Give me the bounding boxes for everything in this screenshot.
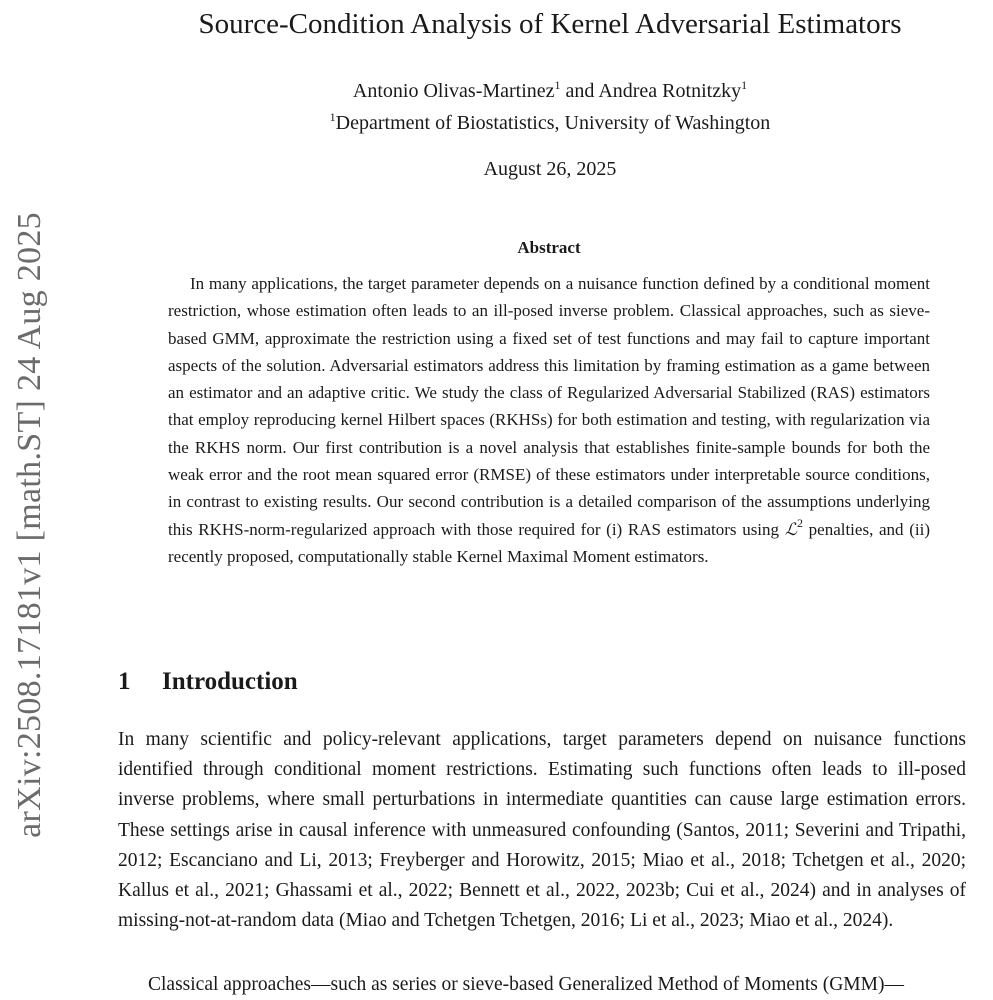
arxiv-stamp-text: arXiv:2508.17181v1 [math.ST] 24 Aug 2025 [11, 212, 48, 838]
author-1-affil-mark: 1 [554, 78, 561, 92]
script-l-exponent: 2 [796, 515, 803, 530]
author-2: Andrea Rotnitzky [598, 80, 742, 102]
affiliation [150, 112, 950, 135]
abstract-text-part1: In many applications, the target parameter depends on a nuisance function defined by a conditional moment restriction, whose estimation often leads to an ill-posed inverse problem. Classical approaches, such as sieve-based GMM, approximate the restriction using a fixed set of test functions and may fail to capture important aspects of the solution. Adversarial estimators address this limitation by framing estimation as a game between an estimator and an adaptive critic. We study the class of Regularized Adversarial Stabilized (RAS) estimators that employ reproducing kernel Hilbert spaces (RKHSs) for both estimation and testing, with regularization via the RKHS norm. Our first contribution is a novel analysis that establishes finite-sample bounds for both the weak error and the root mean squared error (RMSE) of these estimators under interpretable source conditions, in contrast to existing results. Our second contribution is a detailed comparison of the assumptions underlying this RKHS-norm-regularized approach with those required for (i) RAS estimators using [168, 274, 930, 539]
abstract-heading: Abstract [517, 238, 581, 257]
intro-paragraph-2: Classical approaches—such as series or sieve-based Generalized Method of Moments (GMM)— [148, 974, 904, 995]
paper-date: August 26, 2025 [483, 158, 617, 180]
script-l-symbol: ℒ [784, 519, 797, 539]
author-2-affil-mark: 1 [741, 78, 748, 92]
author-conjunction: and [560, 80, 599, 102]
author-1: Antonio Olivas-Martinez [352, 80, 555, 102]
section-title: Introduction [162, 668, 298, 695]
author-line [150, 80, 950, 103]
affiliation-mark: 1 [329, 110, 336, 124]
affiliation-text: Department of Biostatistics, University of Washington [335, 112, 771, 134]
abstract-text-part2: penalties, and (ii) recently proposed, computationally stable Kernel Maximal Moment estimators. [168, 519, 930, 566]
abstract-text [168, 270, 930, 570]
section-number: 1 [118, 668, 131, 695]
section-heading [118, 668, 298, 696]
arxiv-stamp [0, 180, 60, 870]
paper-title: Source-Condition Analysis of Kernel Adversarial Estimators [198, 8, 902, 40]
intro-paragraph-1: In many scientific and policy-relevant applications, target parameters depend on nuisance functions identified through conditional moment restrictions. Estimating such functions often leads to ill-posed inverse problems, where small perturbations in intermediate quantities can cause large estimation errors. These settings arise in causal inference with unmeasured confounding (Santos, 2011; Severini and Tripathi, 2012; Escanciano and Li, 2013; Freyberger and Horowitz, 2015; Miao et al., 2018; Tchetgen et al., 2020; Kallus et al., 2021; Ghassami et al., 2022; Bennett et al., 2022, 2023b; Cui et al., 2024) and in analyses of missing-not-at-random data (Miao and Tchetgen Tchetgen, 2016; Li et al., 2023; Miao et al., 2024). [118, 729, 966, 932]
